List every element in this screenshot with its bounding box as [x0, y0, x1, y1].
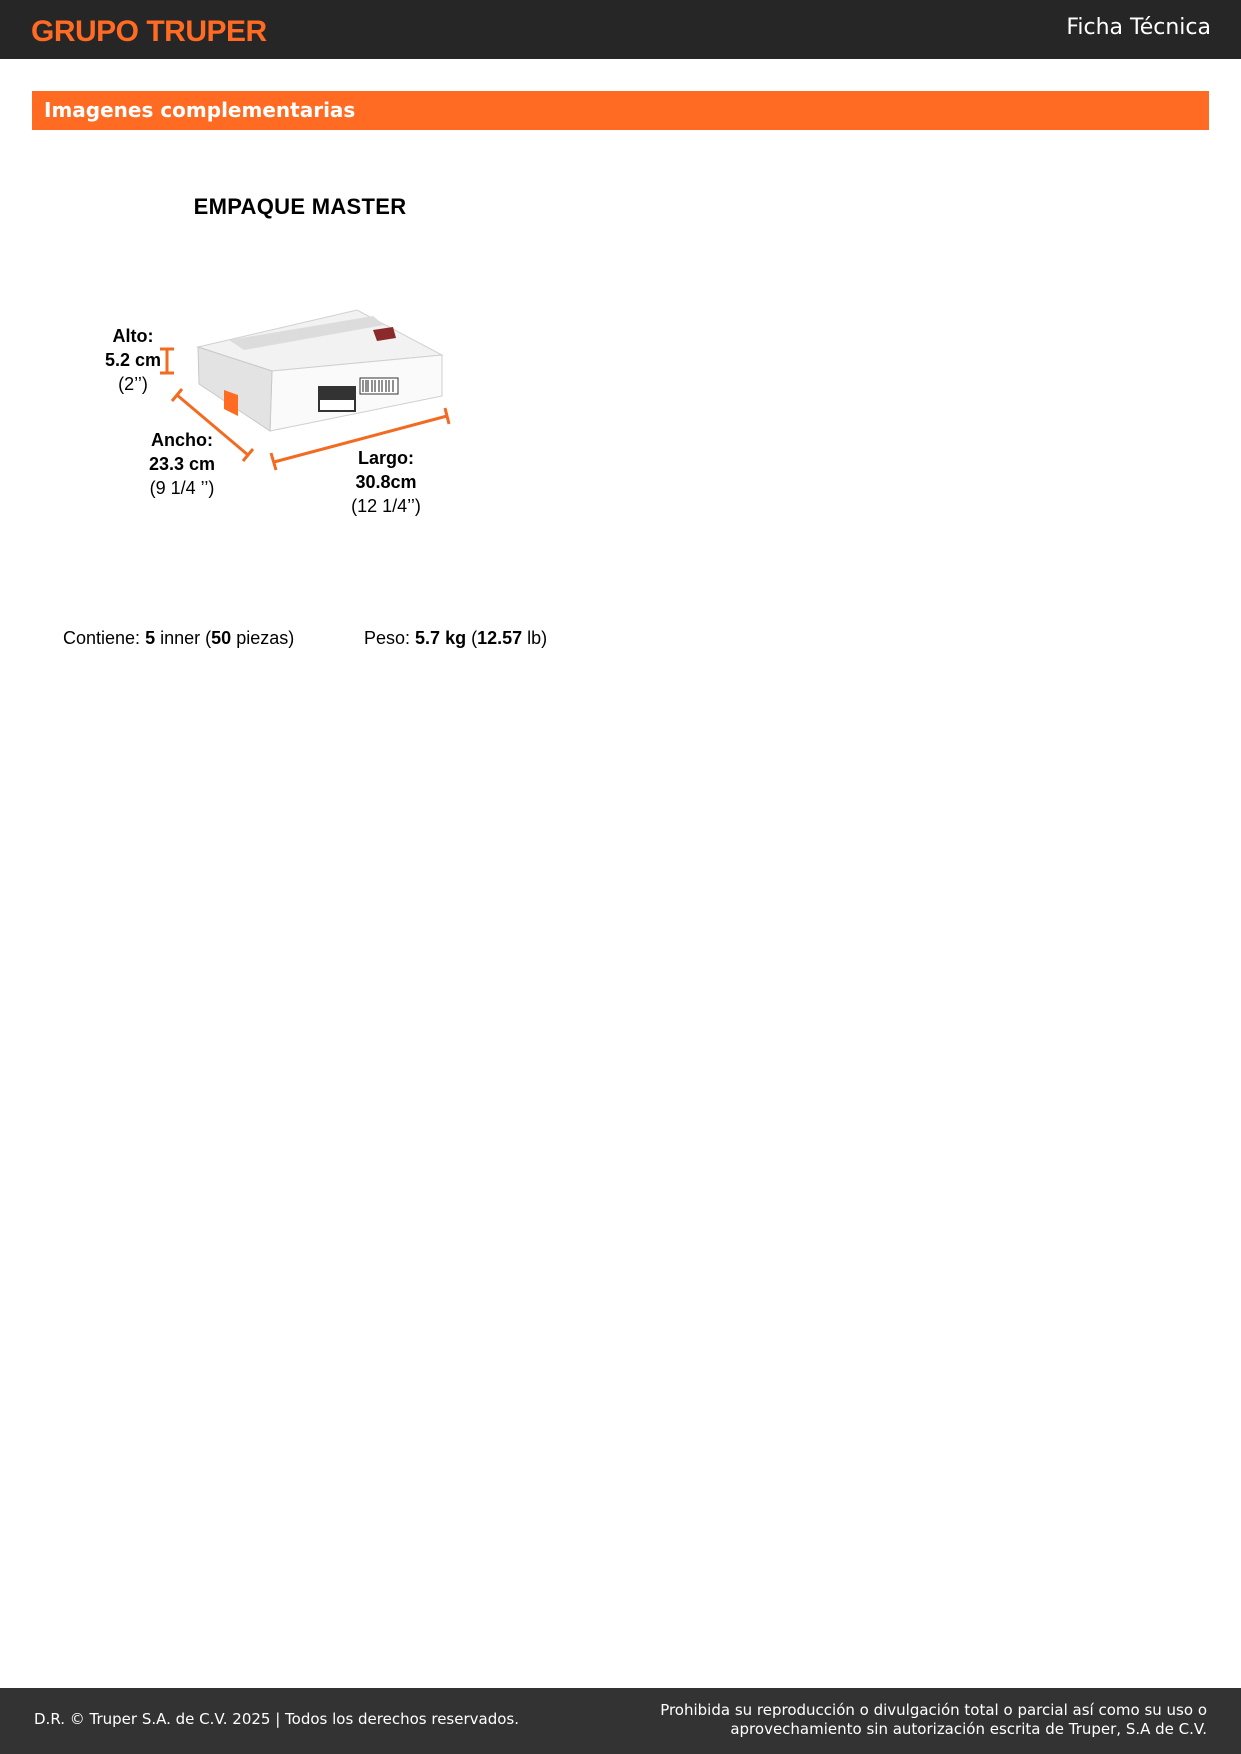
- header-bar: [0, 0, 1241, 59]
- document-title: Ficha Técnica: [1066, 15, 1211, 40]
- weight-spec: Peso: 5.7 kg (12.57 lb): [364, 628, 548, 648]
- footer-bar: [0, 1688, 1241, 1754]
- package-box-illustration: [0, 150, 600, 550]
- legal-notice: Prohibida su reproducción o divulgación total o parcial así como su uso o aprovechamiento sin autorización escrita de Truper, S.A de C.V.: [660, 1701, 1207, 1738]
- section-header: [32, 91, 1209, 130]
- figure-title: EMPAQUE MASTER: [193, 194, 407, 219]
- copyright-text: D.R. © Truper S.A. de C.V. 2025 | Todos los derechos reservados.: [34, 1710, 519, 1728]
- contents-spec: Contiene: 5 inner (50 piezas): [63, 628, 295, 648]
- grupo-truper-logo: GRUPO TRUPER: [31, 15, 267, 48]
- section-title: Imagenes complementarias: [44, 98, 356, 122]
- alto-dimension: Alto: 5.2 cm (2’’): [104, 326, 162, 394]
- largo-dimension: Largo: 30.8cm (12 1/4’’): [351, 448, 421, 516]
- ancho-dimension: Ancho: 23.3 cm (9 1/4 ’’): [148, 430, 216, 498]
- master-package-figure: [0, 150, 600, 550]
